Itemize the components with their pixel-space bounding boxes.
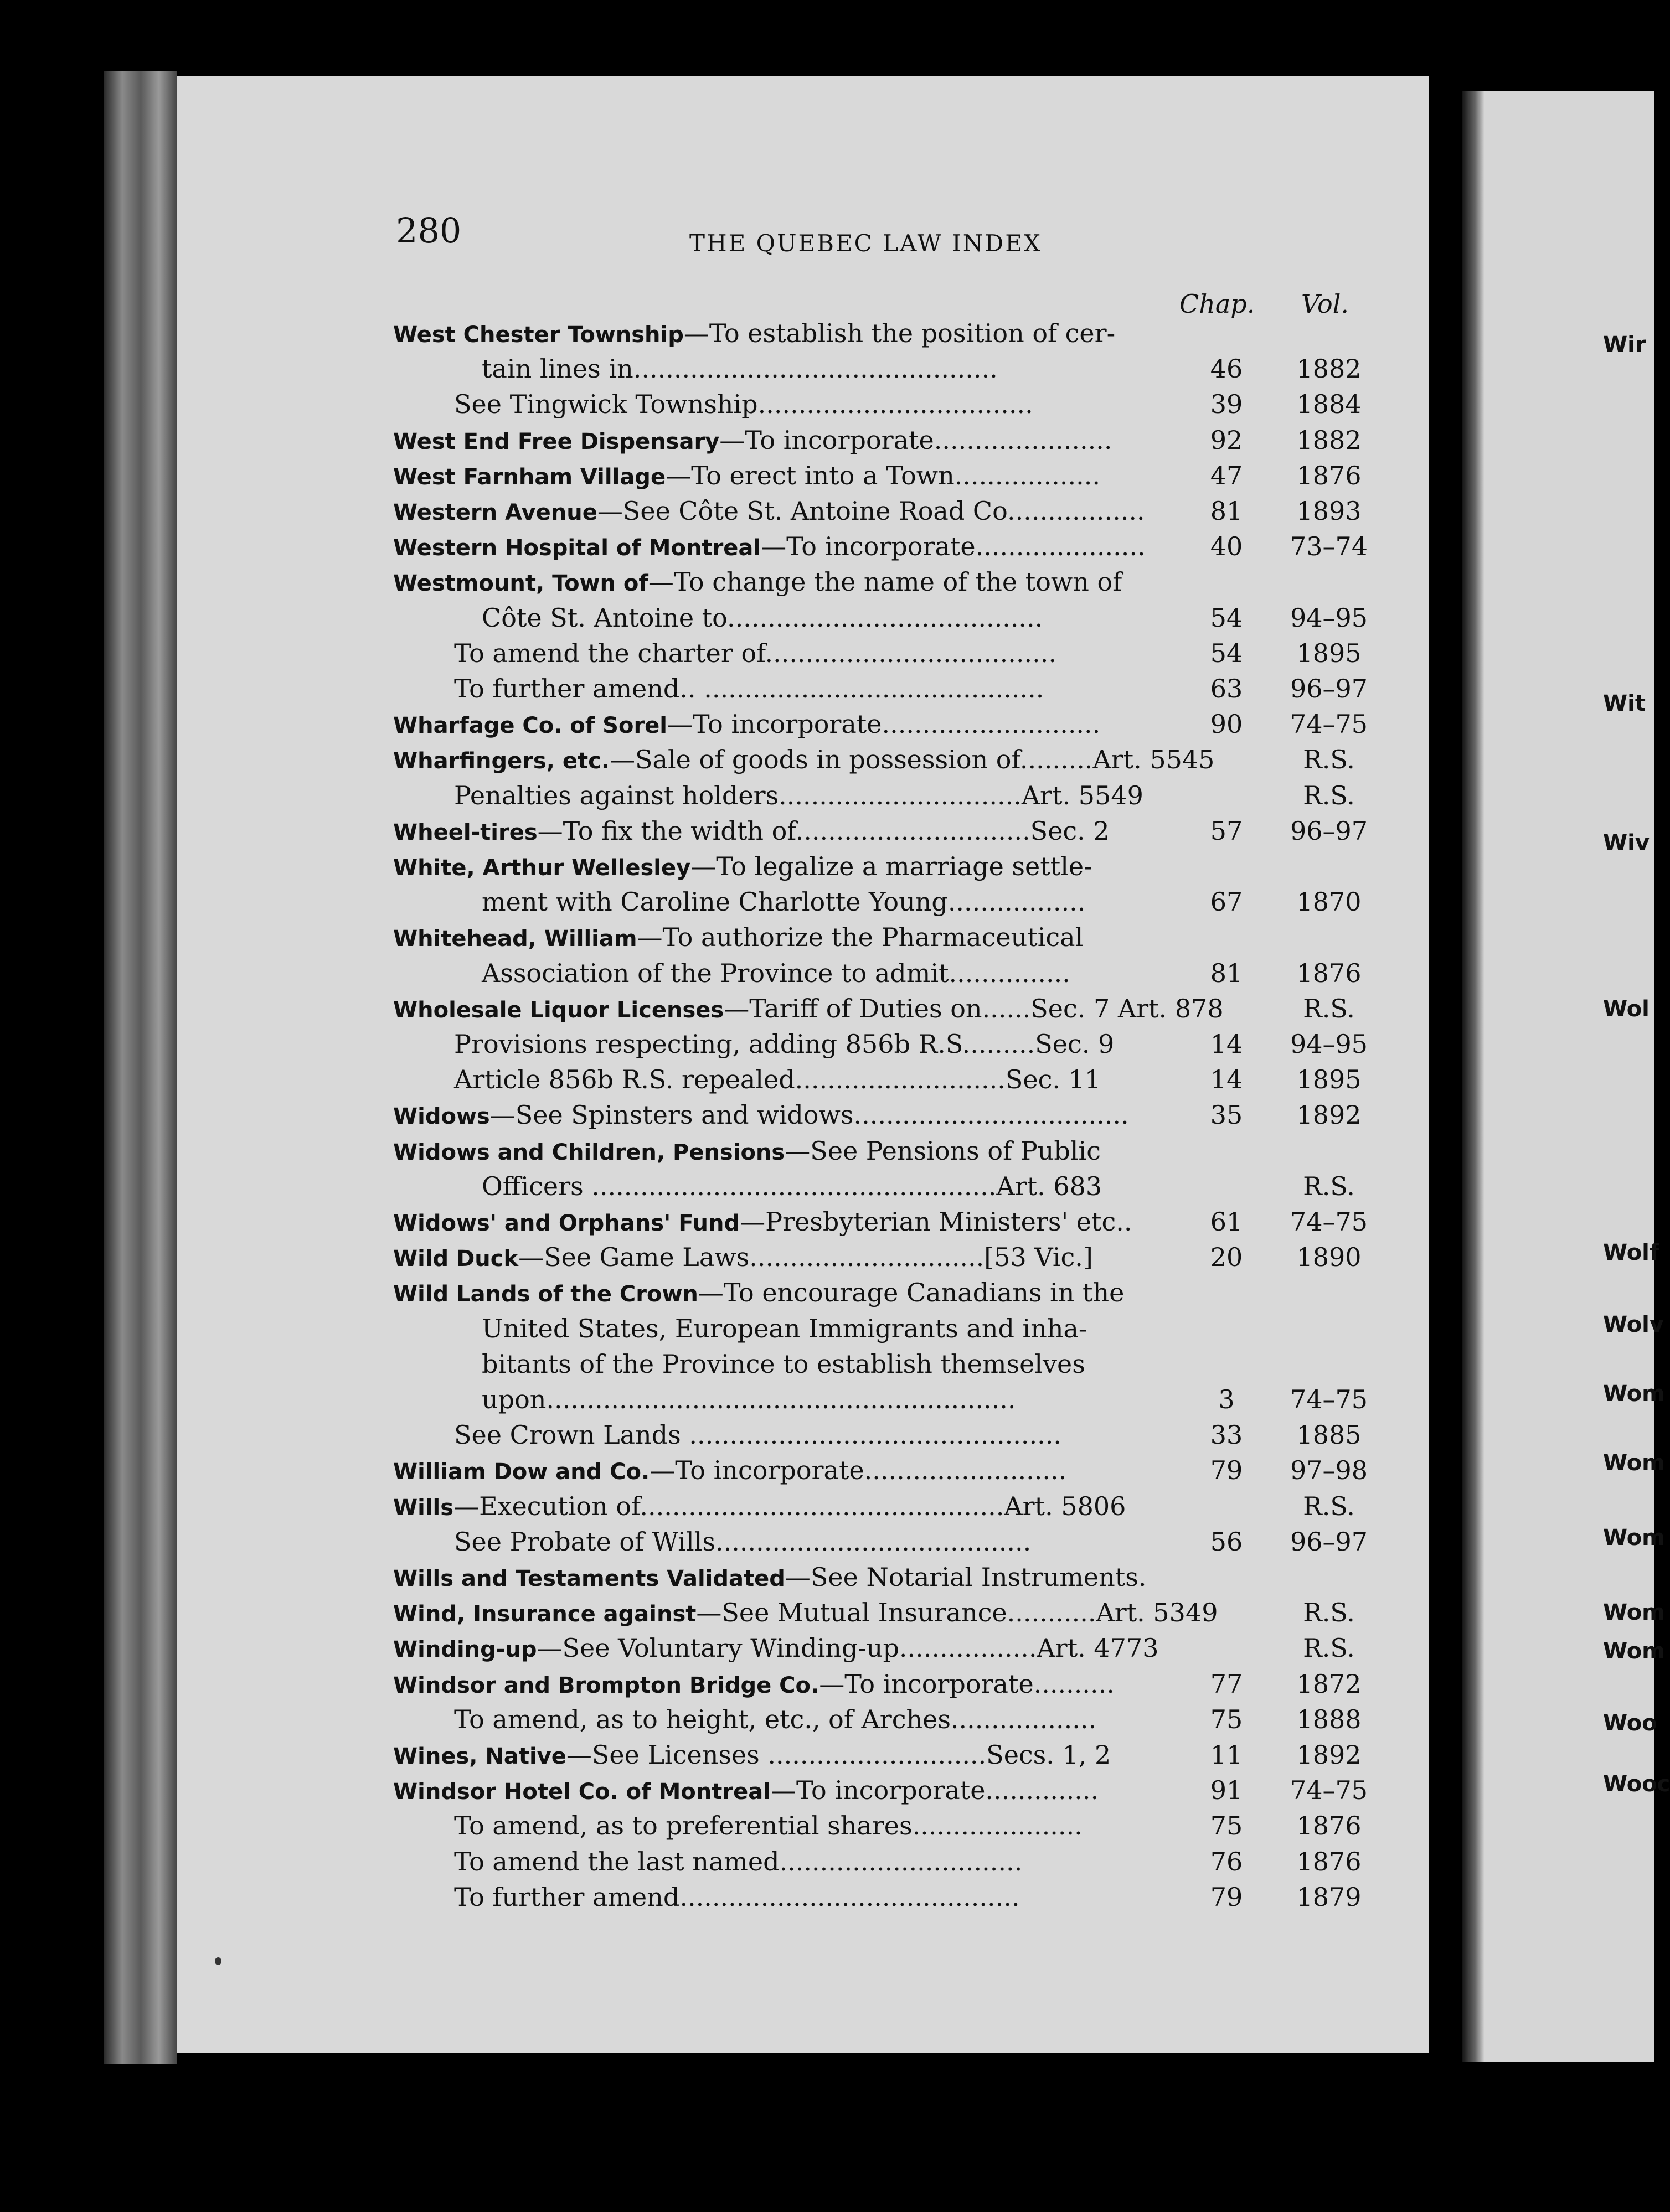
entry-description: —To encourage Canadians in the	[698, 1278, 1125, 1308]
index-entry-row	[0, 745, 1368, 780]
entry-heading: Wind, Insurance against	[393, 1601, 697, 1627]
entry-chap: 77	[1210, 1668, 1243, 1699]
index-entry-row	[0, 1527, 1368, 1562]
entry-description: —Presbyterian Ministers' etc..	[740, 1207, 1132, 1237]
entry-text	[393, 1100, 1129, 1130]
entry-heading: Western Avenue	[393, 500, 597, 525]
entry-description: Côte St. Antoine to.......................................	[482, 602, 1043, 633]
facing-page-word: Woo	[1603, 1710, 1657, 1736]
entry-description: Article 856b R.S. repealed..........................Sec. 11	[454, 1064, 1101, 1095]
index-entry-row	[0, 674, 1368, 709]
entry-vol: 1882	[1296, 425, 1362, 455]
index-entry-row	[0, 816, 1368, 851]
entry-vol: 74–75	[1290, 1775, 1368, 1806]
entry-heading: Wild Lands of the Crown	[393, 1281, 698, 1307]
index-entry-row	[0, 425, 1368, 461]
entry-chap: 40	[1210, 531, 1243, 562]
index-entry-row	[0, 1349, 1368, 1384]
entry-vol: 1893	[1296, 496, 1362, 526]
entry-description: See Tingwick Township..................................	[454, 389, 1033, 420]
entry-heading: Windsor and Brompton Bridge Co.	[393, 1672, 819, 1698]
index-entry-row	[0, 318, 1368, 354]
entry-text	[454, 638, 1056, 668]
entry-chap: 92	[1210, 425, 1243, 455]
entry-description: —Sale of goods in possession of.........Art. 5545	[610, 745, 1215, 775]
index-entry-row	[0, 1064, 1368, 1100]
entry-description: ment with Caroline Charlotte Young.................	[482, 887, 1086, 917]
entry-chap: 46	[1210, 354, 1243, 384]
entry-text	[454, 1420, 1061, 1450]
entry-description: —To incorporate......................	[719, 425, 1112, 455]
facing-page-word: Wom	[1603, 1381, 1665, 1407]
entry-vol: 74–75	[1290, 709, 1368, 740]
entry-text	[454, 674, 1044, 704]
entry-description: bitants of the Province to establish themselves	[482, 1348, 1085, 1379]
entry-vol: 1876	[1296, 1846, 1362, 1877]
entry-chap: 11	[1210, 1740, 1243, 1770]
index-entry-row	[0, 958, 1368, 994]
facing-page-word: Wooc	[1603, 1771, 1670, 1797]
index-entry-row	[0, 389, 1368, 425]
entry-description: —See Côte St. Antoine Road Co.................	[597, 496, 1145, 526]
entry-text	[393, 1207, 1132, 1237]
index-entry-row	[0, 851, 1368, 887]
entry-description: upon..........................................................	[482, 1384, 1016, 1414]
entry-heading: Wines, Native	[393, 1744, 566, 1769]
entry-description: —To fix the width of.............................Sec. 2	[537, 815, 1110, 846]
index-entry-row	[0, 1882, 1368, 1918]
facing-page	[1484, 91, 1654, 2062]
entry-chap: 79	[1210, 1455, 1243, 1486]
index-entry-row	[0, 531, 1368, 567]
facing-page-word: Wom	[1603, 1450, 1665, 1476]
index-entry-row	[0, 1455, 1368, 1491]
ink-speck	[215, 1957, 221, 1965]
entry-heading: Wills and Testaments Validated	[393, 1566, 785, 1591]
entry-chap: 91	[1210, 1775, 1243, 1806]
entry-text	[482, 1349, 1085, 1379]
entry-text	[454, 781, 1143, 810]
entry-description: Penalties against holders..............................Art. 5549	[454, 780, 1143, 810]
index-entry-row	[0, 1420, 1368, 1455]
entry-chap: 39	[1210, 389, 1243, 420]
entry-vol: 74–75	[1290, 1384, 1368, 1414]
entry-chap: 79	[1210, 1882, 1243, 1912]
entry-text	[454, 1847, 1022, 1877]
entry-text	[393, 1598, 1218, 1627]
entry-description: —See Voluntary Winding-up.................Art. 4773	[537, 1633, 1159, 1663]
entry-vol: 1876	[1296, 958, 1362, 988]
index-entry-row	[0, 1384, 1368, 1420]
index-entry-row	[0, 709, 1368, 745]
index-entry-row	[0, 1562, 1368, 1598]
entry-chap: 90	[1210, 709, 1243, 740]
entry-vol: 73–74	[1290, 531, 1368, 562]
entry-text	[393, 496, 1145, 526]
entry-vol: 1870	[1296, 887, 1362, 917]
entry-description: To amend the last named..............................	[454, 1846, 1023, 1877]
entry-vol: R.S.	[1303, 1598, 1355, 1628]
entry-text	[454, 389, 1033, 419]
entry-description: To amend the charter of....................................	[454, 638, 1056, 668]
index-entry-row	[0, 887, 1368, 922]
facing-page-word: Wolf	[1603, 1240, 1659, 1265]
index-entry-row	[0, 1740, 1368, 1775]
entry-description: Association of the Province to admit...............	[482, 958, 1070, 988]
entry-heading: Widows and Children, Pensions	[393, 1139, 785, 1165]
index-entry-row	[0, 1633, 1368, 1668]
entry-chap: 67	[1210, 887, 1243, 917]
entry-text	[454, 1527, 1031, 1557]
index-entry-row	[0, 638, 1368, 674]
entry-vol: 1892	[1296, 1100, 1362, 1130]
entry-description: See Crown Lands ..............................................	[454, 1420, 1061, 1450]
entry-vol: 1876	[1296, 1811, 1362, 1841]
entry-vol: 1888	[1296, 1704, 1362, 1734]
vol-column-header: Vol.	[1301, 289, 1349, 319]
entry-chap: 54	[1210, 638, 1243, 668]
entry-text	[393, 709, 1100, 739]
index-entry-row	[0, 603, 1368, 638]
entry-text	[482, 1171, 1102, 1201]
entry-vol: 1885	[1296, 1420, 1362, 1450]
entry-chap: 20	[1210, 1242, 1243, 1273]
entry-description: —See Spinsters and widows..................................	[489, 1100, 1129, 1130]
entry-chap: 3	[1218, 1384, 1235, 1414]
entry-description: —See Notarial Instruments.	[785, 1562, 1147, 1592]
entry-text	[482, 603, 1043, 633]
entry-vol: R.S.	[1303, 780, 1355, 810]
entry-description: —To legalize a marriage settle-	[690, 851, 1092, 881]
entry-description: —To establish the position of cer-	[683, 318, 1116, 348]
entry-text	[393, 851, 1092, 881]
entry-description: —To incorporate.....................	[761, 531, 1146, 562]
entry-text	[482, 1314, 1087, 1343]
entry-heading: Wheel-tires	[393, 819, 538, 845]
entry-chap: 63	[1210, 674, 1243, 704]
entry-text	[393, 745, 1214, 774]
entry-text	[482, 1384, 1016, 1414]
entry-heading: Winding-up	[393, 1637, 537, 1663]
entry-heading: Windsor Hotel Co. of Montreal	[393, 1779, 771, 1805]
entry-chap: 75	[1210, 1811, 1243, 1841]
entry-heading: White, Arthur Wellesley	[393, 855, 691, 881]
entry-vol: R.S.	[1303, 745, 1355, 775]
index-entry-row	[0, 1704, 1368, 1740]
entry-text	[393, 1562, 1146, 1592]
entry-chap: 14	[1210, 1029, 1243, 1059]
entry-vol: 1895	[1296, 1064, 1362, 1095]
entry-text	[454, 1029, 1114, 1059]
entry-text	[393, 1242, 1093, 1272]
facing-page-word: Wiv	[1603, 830, 1650, 856]
facing-page-word: Wom	[1603, 1639, 1665, 1664]
facing-page-word: Wolv	[1603, 1312, 1664, 1337]
entry-vol: R.S.	[1303, 1171, 1355, 1201]
entry-text	[454, 1704, 1096, 1734]
entry-heading: Wills	[393, 1495, 454, 1521]
entry-heading: Whitehead, William	[393, 926, 637, 952]
entry-text	[393, 567, 1122, 597]
chap-column-header: Chap.	[1179, 289, 1255, 319]
entry-vol: 97–98	[1290, 1455, 1368, 1486]
entry-vol: 74–75	[1290, 1207, 1368, 1237]
entry-text	[393, 1775, 1099, 1805]
entry-vol: R.S.	[1303, 1491, 1355, 1521]
entry-description: See Probate of Wills.......................................	[454, 1526, 1032, 1557]
entry-vol: 94–95	[1290, 602, 1368, 633]
entry-heading: West Farnham Village	[393, 464, 666, 490]
index-entry-row	[0, 1242, 1368, 1278]
entry-text	[454, 1064, 1101, 1094]
entry-heading: William Dow and Co.	[393, 1459, 650, 1485]
entry-heading: Widows' and Orphans' Fund	[393, 1211, 740, 1236]
entry-text	[393, 318, 1115, 348]
entry-vol: R.S.	[1303, 1633, 1355, 1663]
entry-text	[393, 1491, 1126, 1521]
index-entry-row	[0, 1136, 1368, 1171]
entry-vol: 1872	[1296, 1668, 1362, 1699]
entry-description: To further amend..........................................	[454, 1882, 1020, 1912]
entry-text	[393, 531, 1146, 561]
entry-description: —See Mutual Insurance...........Art. 5349	[696, 1598, 1218, 1628]
entry-heading: West Chester Township	[393, 322, 684, 348]
entry-chap: 35	[1210, 1100, 1243, 1130]
entry-chap: 81	[1210, 958, 1243, 988]
facing-page-word: Wit	[1603, 691, 1646, 716]
entry-description: —Execution of.............................................Art. 5806	[453, 1491, 1126, 1521]
entry-heading: Widows	[393, 1104, 490, 1130]
entry-chap: 54	[1210, 602, 1243, 633]
entry-description: —To incorporate..............	[770, 1775, 1099, 1806]
entry-heading: Wharfingers, etc.	[393, 748, 610, 774]
entry-text	[393, 1278, 1124, 1307]
entry-text	[393, 461, 1100, 490]
index-entry-row	[0, 1207, 1368, 1242]
entry-heading: Westmount, Town of	[393, 571, 648, 597]
entry-description: Officers ..................................................Art. 683	[482, 1171, 1102, 1201]
entry-text	[393, 1455, 1066, 1485]
entry-description: United States, European Immigrants and inha-	[482, 1313, 1087, 1343]
entry-vol: 1884	[1296, 389, 1362, 420]
entry-text	[393, 994, 1224, 1024]
entry-vol: 96–97	[1290, 815, 1368, 846]
entry-text	[393, 816, 1110, 846]
entry-text	[393, 1740, 1111, 1770]
entry-chap: 47	[1210, 460, 1243, 490]
entry-vol: 96–97	[1290, 1526, 1368, 1557]
entry-chap: 33	[1210, 1420, 1243, 1450]
entry-vol: 1876	[1296, 460, 1362, 490]
entry-description: —To change the name of the town of	[648, 567, 1122, 597]
index-entry-row	[0, 1171, 1368, 1207]
entry-text	[482, 354, 998, 384]
entry-vol: 1882	[1296, 354, 1362, 384]
entry-heading: Western Hospital of Montreal	[393, 535, 761, 561]
index-entry-row	[0, 1491, 1368, 1527]
index-entry-row	[0, 1029, 1368, 1064]
index-entry-row	[0, 354, 1368, 389]
entry-description: To amend, as to height, etc., of Arches..................	[454, 1704, 1097, 1734]
index-entry-row	[0, 994, 1368, 1029]
index-entry-row	[0, 496, 1368, 531]
entry-text	[482, 958, 1070, 988]
index-entry-row	[0, 781, 1368, 816]
entry-chap: 14	[1210, 1064, 1243, 1095]
entry-vol: 94–95	[1290, 1029, 1368, 1059]
entry-text	[393, 1136, 1101, 1166]
index-entry-row	[0, 1100, 1368, 1135]
facing-page-word: Wir	[1603, 332, 1646, 358]
entry-description: —To incorporate..........	[819, 1668, 1115, 1699]
entry-description: To amend, as to preferential shares.....................	[454, 1811, 1083, 1841]
entry-text	[393, 425, 1112, 455]
entry-text	[393, 922, 1083, 952]
entry-chap: 56	[1210, 1526, 1243, 1557]
index-entry-row	[0, 567, 1368, 602]
index-entry-row	[0, 1847, 1368, 1882]
entry-description: tain lines in.............................................	[482, 354, 998, 384]
entry-description: —To incorporate.........................	[650, 1455, 1067, 1486]
facing-page-word: Wol	[1603, 996, 1650, 1022]
entry-heading: West End Free Dispensary	[393, 428, 720, 454]
entry-description: —See Game Laws.............................[53 Vic.]	[518, 1242, 1093, 1273]
facing-page-edge	[1462, 91, 1484, 2062]
entry-text	[482, 887, 1085, 917]
index-entry-row	[0, 1598, 1368, 1633]
running-head: THE QUEBEC LAW INDEX	[689, 230, 1042, 257]
entry-heading: Wild Duck	[393, 1246, 519, 1272]
entry-vol: 96–97	[1290, 674, 1368, 704]
entry-vol: 1892	[1296, 1740, 1362, 1770]
entry-text	[393, 1633, 1158, 1663]
index-entry-row	[0, 461, 1368, 496]
entry-description: —Tariff of Duties on......Sec. 7 Art. 878	[724, 993, 1224, 1024]
entry-vol: 1890	[1296, 1242, 1362, 1273]
entry-heading: Wholesale Liquor Licenses	[393, 997, 724, 1023]
entry-chap: 57	[1210, 815, 1243, 846]
entry-text	[393, 1669, 1115, 1699]
entry-chap: 81	[1210, 496, 1243, 526]
entry-description: —See Licenses ...........................Secs. 1, 2	[566, 1740, 1111, 1770]
entry-heading: Wharfage Co. of Sorel	[393, 713, 668, 739]
entry-chap: 61	[1210, 1207, 1243, 1237]
entry-chap: 75	[1210, 1704, 1243, 1734]
entry-text	[454, 1811, 1083, 1841]
facing-page-word: Wom	[1603, 1525, 1665, 1551]
entry-description: To further amend.. ..........................................	[454, 674, 1044, 704]
entry-vol: 1895	[1296, 638, 1362, 668]
entry-chap: 76	[1210, 1846, 1243, 1877]
entry-description: —To authorize the Pharmaceutical	[637, 922, 1084, 953]
entry-vol: R.S.	[1303, 993, 1355, 1024]
entry-description: —To erect into a Town..................	[666, 460, 1100, 490]
entry-vol: 1879	[1296, 1882, 1362, 1912]
index-entry-row	[0, 1811, 1368, 1846]
index-entry-row	[0, 1669, 1368, 1704]
entry-description: Provisions respecting, adding 856b R.S.........Sec. 9	[454, 1029, 1115, 1059]
index-entry-row	[0, 1775, 1368, 1811]
index-entry-row	[0, 1278, 1368, 1313]
entry-text	[454, 1882, 1019, 1912]
entry-description: —To incorporate...........................	[667, 709, 1101, 740]
page-number: 280	[396, 210, 462, 251]
index-entry-row	[0, 922, 1368, 958]
facing-page-word: Wom	[1603, 1600, 1665, 1625]
entry-description: —See Pensions of Public	[785, 1135, 1101, 1166]
index-entry-row	[0, 1314, 1368, 1349]
